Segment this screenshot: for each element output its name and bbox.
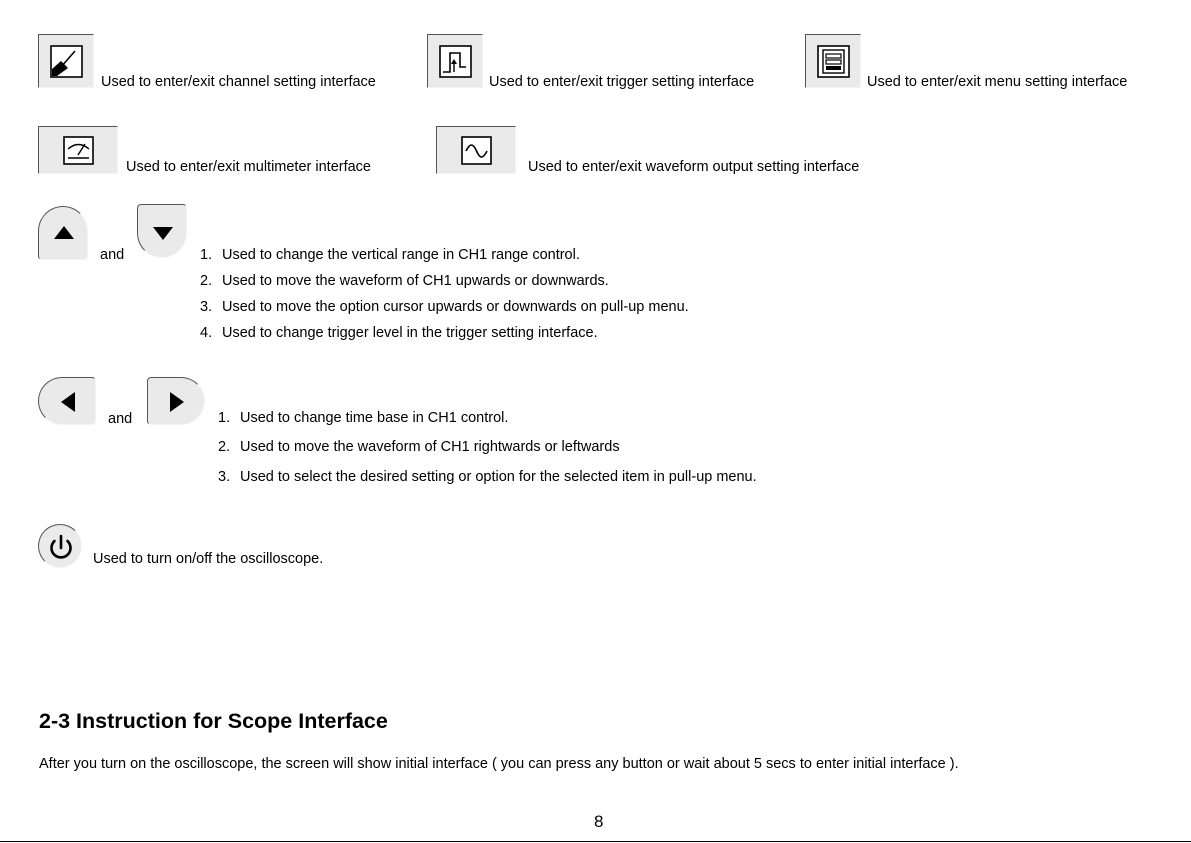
channel-setting-key bbox=[38, 34, 94, 88]
channel-setting-text: Used to enter/exit channel setting interface bbox=[101, 74, 376, 90]
left-arrow-key bbox=[38, 377, 96, 425]
multimeter-text: Used to enter/exit multimeter interface bbox=[126, 159, 371, 175]
power-text: Used to turn on/off the oscilloscope. bbox=[93, 551, 324, 567]
list-item: Used to change the vertical range in CH1 range control. bbox=[222, 247, 580, 263]
list-item: Used to move the option cursor upwards or downwards on pull-up menu. bbox=[222, 299, 689, 315]
list-item: Used to move the waveform of CH1 rightwards or leftwards bbox=[240, 439, 620, 455]
menu-setting-key bbox=[805, 34, 861, 88]
waveform-output-icon bbox=[437, 127, 517, 175]
down-arrow-icon bbox=[138, 205, 188, 259]
power-key bbox=[38, 524, 82, 568]
waveform-output-text: Used to enter/exit waveform output setting interface bbox=[528, 159, 860, 175]
section-heading: 2-3 Instruction for Scope Interface bbox=[39, 709, 388, 733]
list-item-number: 2. bbox=[200, 273, 213, 289]
section-paragraph: After you turn on the oscilloscope, the screen will show initial interface ( you can press any button or wait about 5 secs to enter initial interface ). bbox=[39, 756, 959, 772]
right-arrow-icon bbox=[148, 378, 206, 426]
waveform-output-key bbox=[436, 126, 516, 174]
leftright-and-text: and bbox=[108, 411, 133, 427]
list-item-number: 2. bbox=[218, 439, 231, 455]
list-item-number: 3. bbox=[200, 299, 213, 315]
up-arrow-icon bbox=[39, 207, 89, 261]
list-item-number: 3. bbox=[218, 469, 231, 485]
menu-setting-text: Used to enter/exit menu setting interface bbox=[867, 74, 1128, 90]
list-item-number: 1. bbox=[200, 247, 213, 263]
power-icon bbox=[39, 525, 83, 569]
footer-rule bbox=[0, 841, 1191, 842]
right-arrow-key bbox=[147, 377, 205, 425]
page-number: 8 bbox=[594, 812, 604, 831]
menu-setting-icon bbox=[806, 35, 862, 89]
trigger-setting-key bbox=[427, 34, 483, 88]
multimeter-icon bbox=[39, 127, 119, 175]
list-item: Used to change time base in CH1 control. bbox=[240, 410, 509, 426]
down-arrow-key bbox=[137, 204, 187, 258]
list-item-number: 1. bbox=[218, 410, 231, 426]
list-item: Used to change trigger level in the trigger setting interface. bbox=[222, 325, 598, 341]
list-item: Used to move the waveform of CH1 upwards or downwards. bbox=[222, 273, 609, 289]
list-item: Used to select the desired setting or option for the selected item in pull-up menu. bbox=[240, 469, 757, 485]
left-arrow-icon bbox=[39, 378, 97, 426]
up-arrow-key bbox=[38, 206, 88, 260]
updown-and-text: and bbox=[100, 247, 125, 263]
channel-setting-icon bbox=[39, 35, 95, 89]
list-item-number: 4. bbox=[200, 325, 213, 341]
multimeter-key bbox=[38, 126, 118, 174]
trigger-setting-icon bbox=[428, 35, 484, 89]
trigger-setting-text: Used to enter/exit trigger setting interface bbox=[489, 74, 755, 90]
